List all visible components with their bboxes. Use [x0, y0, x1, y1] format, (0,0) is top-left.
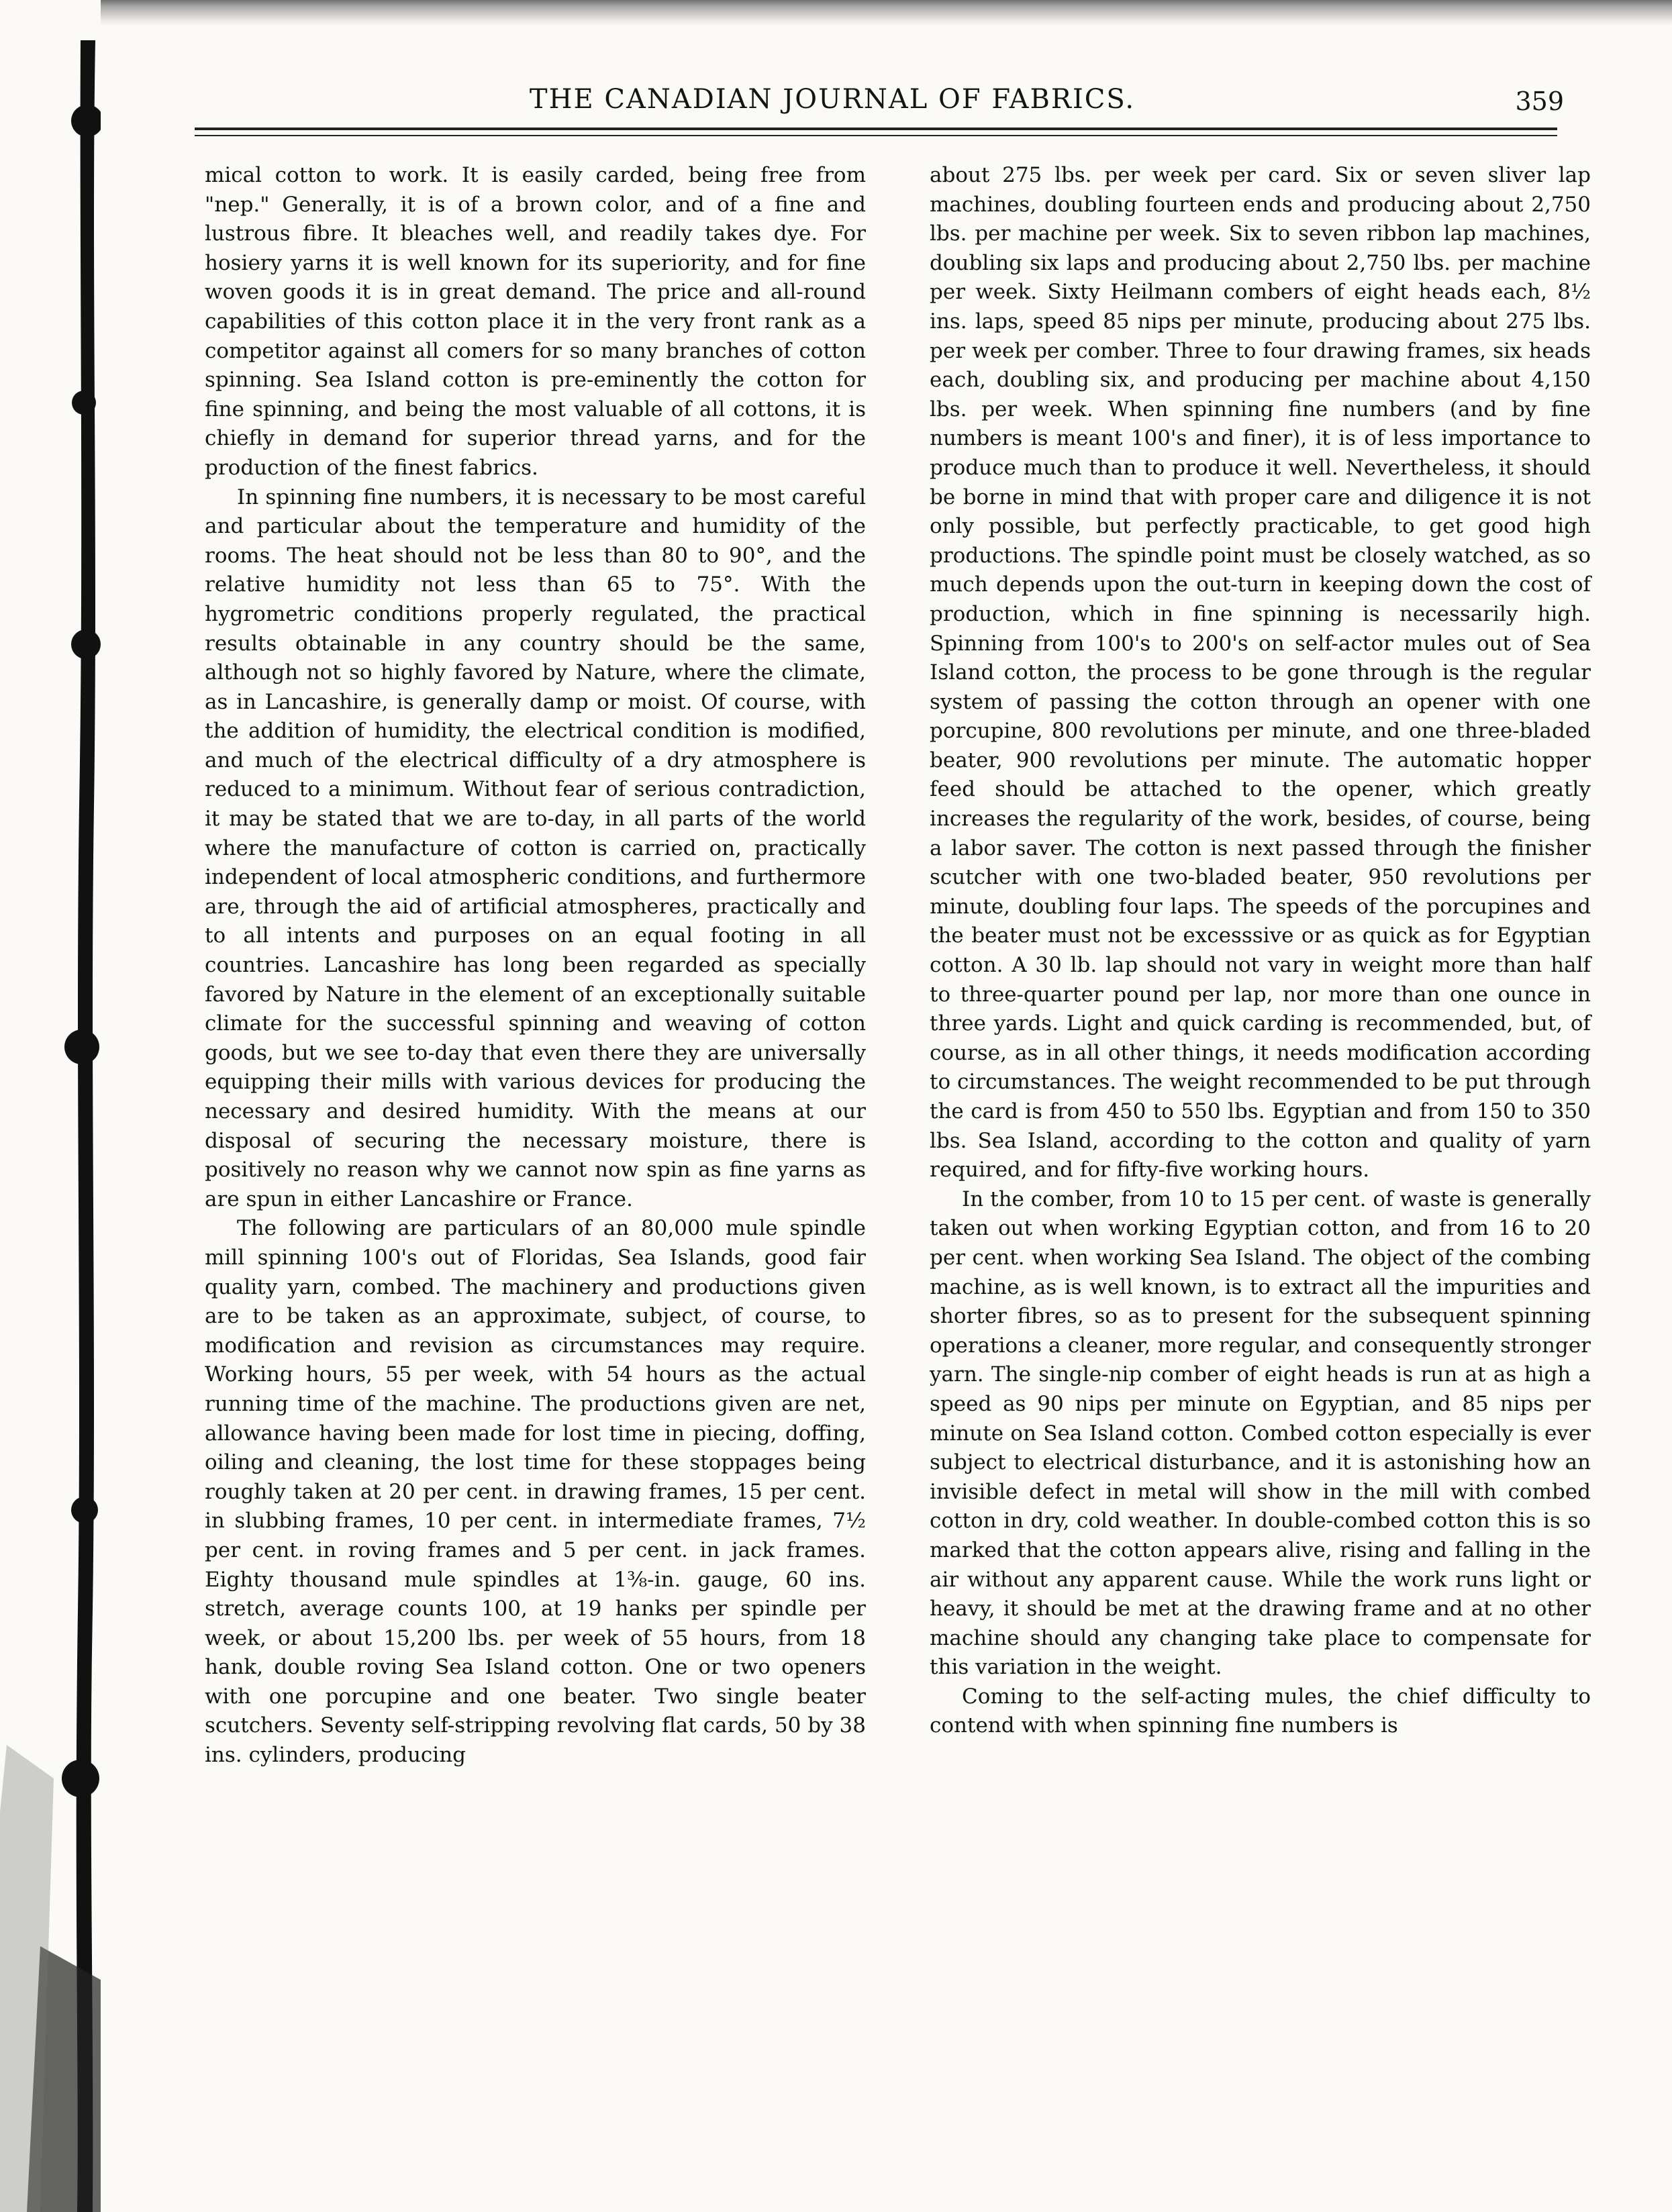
left-paragraph-1: mical cotton to work. It is easily carded, being free from "nep." Generally, it is of a brown color, and of a fine and lustrous fibre. It bleaches well, and readily takes dye. For hosiery yarns it is well known for its superiority, and for fine woven goods it is in great demand. The price and all-round capabilities of this cotton place it in the very front rank as a competitor against all comers for so many branches of cotton spinning. Sea Island cotton is pre-eminently the cotton for fine spinning, and being the most valuable of all cottons, it is chiefly in demand for superior thread yarns, and for the production of the finest fabrics. [205, 163, 866, 480]
right-paragraph-2: In the comber, from 10 to 15 per cent. of waste is generally taken out when working Egyptian cotton, and from 16 to 20 per cent. when working Sea Island. The object of the combing machine, as is well known, is to extract all the impurities and shorter fibres, so as to present for the subsequent spinning operations a cleaner, more regular, and consequently stronger yarn. The single-nip comber of eight heads is run at as high a speed as 90 nips per minute on Egyptian, and 85 nips per minute on Sea Island cotton. Combed cotton especially is ever subject to electrical disturbance, and it is astonishing how an invisible defect in metal will show in the mill with combed cotton in dry, cold weather. In double-combed cotton this is so marked that the cotton appears alive, rising and falling in the air without any apparent cause. While the work runs light or heavy, it should be met at the drawing frame and at no other machine should any changing take place to compensate for this variation in the weight. [930, 1187, 1591, 1680]
header-rule-thin [195, 135, 1557, 136]
left-paragraph-2: In spinning fine numbers, it is necessary to be most careful and particular about the temperature and humidity of the rooms. The heat should not be less than 80 to 90°, and the relative humidity not less than 65 to 75°. With the hygrometric conditions properly regulated, the practical results obtainable in any country should be the same, although not so highly favored by Nature, where the climate, as in Lancashire, is generally damp or moist. Of course, with the addition of humidity, the electrical condition is modified, and much of the electrical difficulty of a dry atmosphere is reduced to a minimum. Without fear of serious contradiction, it may be stated that we are to-day, in all parts of the world where the manufacture of cotton is carried on, practically independent of local atmospheric conditions, and furthermore are, through the aid of artificial atmospheres, practically and to all intents and purposes on an equal footing in all countries. Lancashire has long been regarded as specially favored by Nature in the element of an exceptionally suitable climate for the successful spinning and weaving of cotton goods, but we see to-day that even there they are universally equipping their mills with various devices for producing the necessary and desired humidity. With the means at our disposal of securing the necessary moisture, there is positively no reason why we cannot now spin as fine yarns as are spun in either Lancashire or France. [205, 485, 866, 1211]
page-top-edge [0, 0, 1672, 26]
right-paragraph-1: about 275 lbs. per week per card. Six or seven sliver lap machines, doubling fourteen ends and producing about 2,750 lbs. per machine per week. Six to seven ribbon lap machines, doubling six laps and producing about 2,750 lbs. per machine per week. Sixty Heilmann combers of eight heads each, 8½ ins. laps, speed 85 nips per minute, producing about 275 lbs. per week per comber. Three to four drawing frames, six heads each, doubling six, and producing per machine about 4,150 lbs. per week. When spinning fine numbers (and by fine numbers is meant 100's and finer), it is of less importance to produce much than to produce it well. Nevertheless, it should be borne in mind that with proper care and diligence it is not only possible, but perfectly practicable, to get good high productions. The spindle point must be closely watched, as so much depends upon the out-turn in keeping down the cost of production, which in fine spinning is necessarily high. Spinning from 100's to 200's on self-actor mules out of Sea Island cotton, the process to be gone through is the regular system of passing the cotton through an opener with one porcupine, 800 revolutions per minute, and one three-bladed beater, 900 revolutions per minute. The automatic hopper feed should be attached to the opener, which greatly increases the regularity of the work, besides, of course, being a labor saver. The cotton is next passed through the finisher scutcher with one two-bladed beater, 950 revolutions per minute, doubling four laps. The speeds of the porcupines and the beater must not be excesssive or as quick as for Egyptian cotton. A 30 lb. lap should not vary in weight more than half to three-quarter pound per lap, nor more than one ounce in three yards. Light and quick carding is recommended, but, of course, as in all other things, it needs modification according to circumstances. The weight recommended to be put through the card is from 450 to 550 lbs. Egyptian and from 150 to 350 lbs. Sea Island, according to the cotton and quality of yarn required, and for fifty-five working hours. [930, 163, 1591, 1183]
left-column [205, 161, 866, 1770]
page-number: 359 [1515, 87, 1564, 116]
binding-edge [0, 0, 101, 2212]
right-paragraph-3: Coming to the self-acting mules, the chief difficulty to contend with when spinning fine numbers is [930, 1684, 1591, 1738]
right-column [930, 161, 1591, 1741]
header-rule-thick [195, 128, 1557, 130]
left-paragraph-3: The following are particulars of an 80,000 mule spindle mill spinning 100's out of Floridas, Sea Islands, good fair quality yarn, combed. The machinery and productions given are to be taken as an approximate, subject, of course, to modification and revision as circumstances may require. Working hours, 55 per week, with 54 hours as the actual running time of the machine. The productions given are net, allowance having been made for lost time in piecing, doffing, oiling and cleaning, the lost time for these stoppages being roughly taken at 20 per cent. in drawing frames, 15 per cent. in slubbing frames, 10 per cent. in intermediate frames, 7½ per cent. in roving frames and 5 per cent. in jack frames. Eighty thousand mule spindles at 1⅜-in. gauge, 60 ins. stretch, average counts 100, at 19 hanks per spindle per week, or about 15,200 lbs. per week of 55 hours, from 18 hank, double roving Sea Island cotton. One or two openers with one porcupine and one beater. Two single beater scutchers. Seventy self-stripping revolving flat cards, 50 by 38 ins. cylinders, producing [205, 1216, 866, 1768]
page-header [195, 84, 1564, 131]
journal-title: THE CANADIAN JOURNAL OF FABRICS. [529, 84, 1136, 115]
